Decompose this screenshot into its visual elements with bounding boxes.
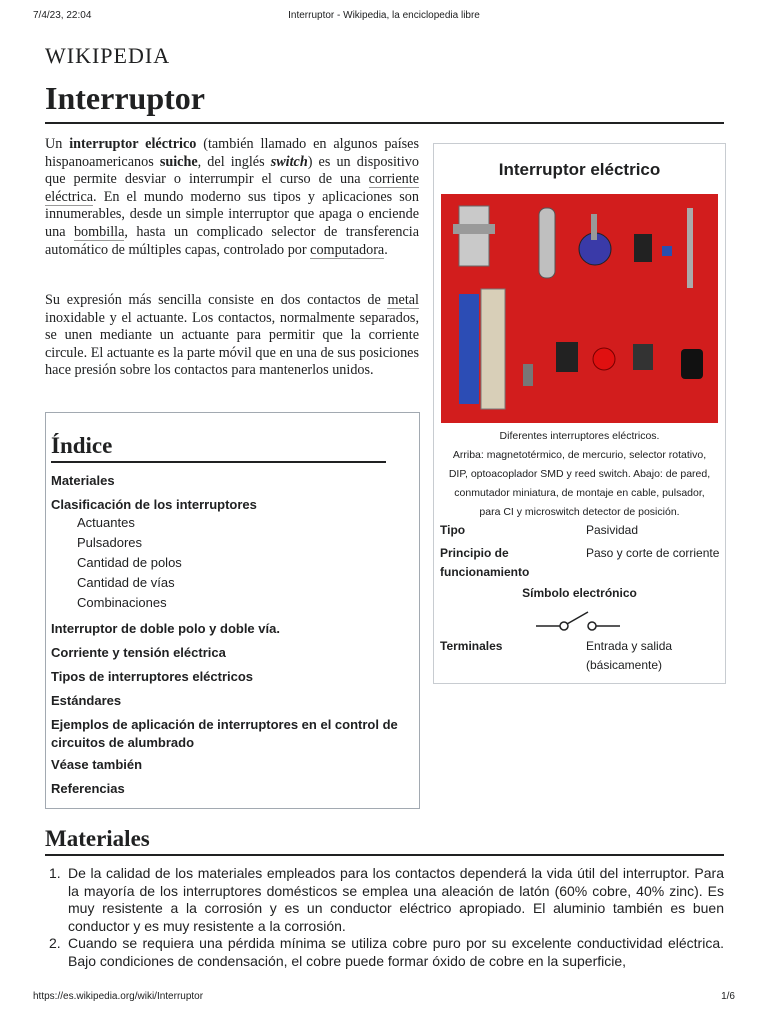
wikipedia-logo[interactable]: WIKIPEDIA — [45, 43, 171, 68]
toc-item-combinaciones[interactable]: Combinaciones — [77, 595, 167, 610]
toc-item-ejemplos[interactable]: Ejemplos de aplicación de interruptores en el control de circuitos de alumbrado — [51, 717, 398, 750]
toc-item-doble-polo[interactable]: Interruptor de doble polo y doble vía. — [51, 621, 280, 636]
print-doc-title: Interruptor - Wikipedia, la enciclopedia libre — [288, 10, 480, 21]
toc-item-tipos[interactable]: Tipos de interruptores eléctricos — [51, 669, 254, 684]
list-item: 2. Cuando se requiera una pérdida mínima se utiliza cobre puro por su excelente conductividad eléctrica. Bajo condiciones de condensación, el cobre puede formar óxido de cobre en la superficie, — [49, 935, 724, 969]
page-title: Interruptor — [45, 78, 724, 124]
toc-item-cantidad-polos[interactable]: Cantidad de polos — [77, 555, 182, 570]
table-of-contents — [45, 412, 420, 809]
footer-url: https://es.wikipedia.org/wiki/Interruptor — [33, 991, 204, 1002]
link-computadora[interactable]: computadora — [310, 241, 385, 258]
switch-symbol-icon — [534, 608, 624, 636]
toc-item-materiales[interactable]: Materiales — [51, 473, 115, 488]
page-number: 1/6 — [721, 991, 735, 1002]
toc-heading: Índice — [51, 433, 386, 463]
intro-paragraph-2: Su expresión más sencilla consiste en dos contactos de metal inoxidable y el actuante. Los contactos, normalmente separados, se unen mediante un actuante para permitir que la corriente circule. El actuante es la parte móvil que en una de sus posiciones hace presión sobre los contactos para mantenerlos unidos. — [45, 292, 419, 379]
materiales-list — [45, 865, 724, 971]
infobox-simbolo-label: Símbolo electrónico — [522, 586, 637, 600]
toc-item-referencias[interactable]: Referencias — [51, 781, 125, 796]
toc-item-vease[interactable]: Véase también — [51, 757, 143, 772]
toc-item-cantidad-vias[interactable]: Cantidad de vías — [77, 575, 175, 590]
intro-paragraph-1: Un interruptor eléctrico (también llamado en algunos países hispanoamericanos suiche, del inglés switch) es un dispositivo que permite desviar o interrumpir el curso de una corriente eléctrica. En el mundo moderno sus tipos y aplicaciones son innumerables, desde un simple interruptor que apaga o enciende una bombilla, hasta un complicado selector de transferencia automático de múltiples capas, controlado por computadora. — [45, 136, 420, 258]
infobox: Interruptor eléctrico Diferentes interruptores eléctricos. Arriba: magnetotérmico, de mercurio, selector rotativo, DIP, optoacoplador SMD y reed switch. Abajo: de pared, conmutador miniatura, de montaje en cable, pulsador, para CI y microswitch detector de posición. Tipo Pasividad Principio de funcionamiento Paso y corte de corriente Símbolo electrónico Terminales Entrada y salida (básicamente) — [433, 143, 726, 684]
print-datetime: 7/4/23, 22:04 — [33, 10, 92, 21]
section-heading-materiales: Materiales — [45, 826, 724, 856]
link-bombilla[interactable]: bombilla — [73, 223, 125, 240]
list-item: 1. De la calidad de los materiales empleados para los contactos dependerá la vida útil del interruptor. Para la mayoría de los interruptores domésticos se emplea una aleación de latón (60% cobre, 40% zinc). Es muy resistente a la corrosión y es un conductor eléctrico apropiado. El aluminio también es buen conductor y es muy resistente a la corrosión. — [49, 865, 724, 934]
link-metal[interactable]: metal — [387, 292, 419, 308]
toc-item-clasificacion[interactable]: Clasificación de los interruptores — [51, 497, 257, 512]
link-corriente-electrica[interactable]: corriente eléctrica — [45, 171, 419, 205]
toc-item-actuantes[interactable]: Actuantes — [77, 515, 135, 530]
switches-photo[interactable] — [441, 194, 718, 423]
infobox-caption: Interruptor eléctrico — [498, 160, 661, 179]
toc-item-estandares[interactable]: Estándares — [51, 693, 122, 708]
toc-item-corriente-tension[interactable]: Corriente y tensión eléctrica — [51, 645, 226, 660]
image-description: Diferentes interruptores eléctricos. Arriba: magnetotérmico, de mercurio, selector rotativo, DIP, optoacoplador SMD y reed switch. Abajo: de pared, conmutador miniatura, de montaje en cable, pulsador, para CI y microswitch detector de posición. — [448, 430, 711, 518]
toc-item-pulsadores[interactable]: Pulsadores — [77, 535, 143, 550]
